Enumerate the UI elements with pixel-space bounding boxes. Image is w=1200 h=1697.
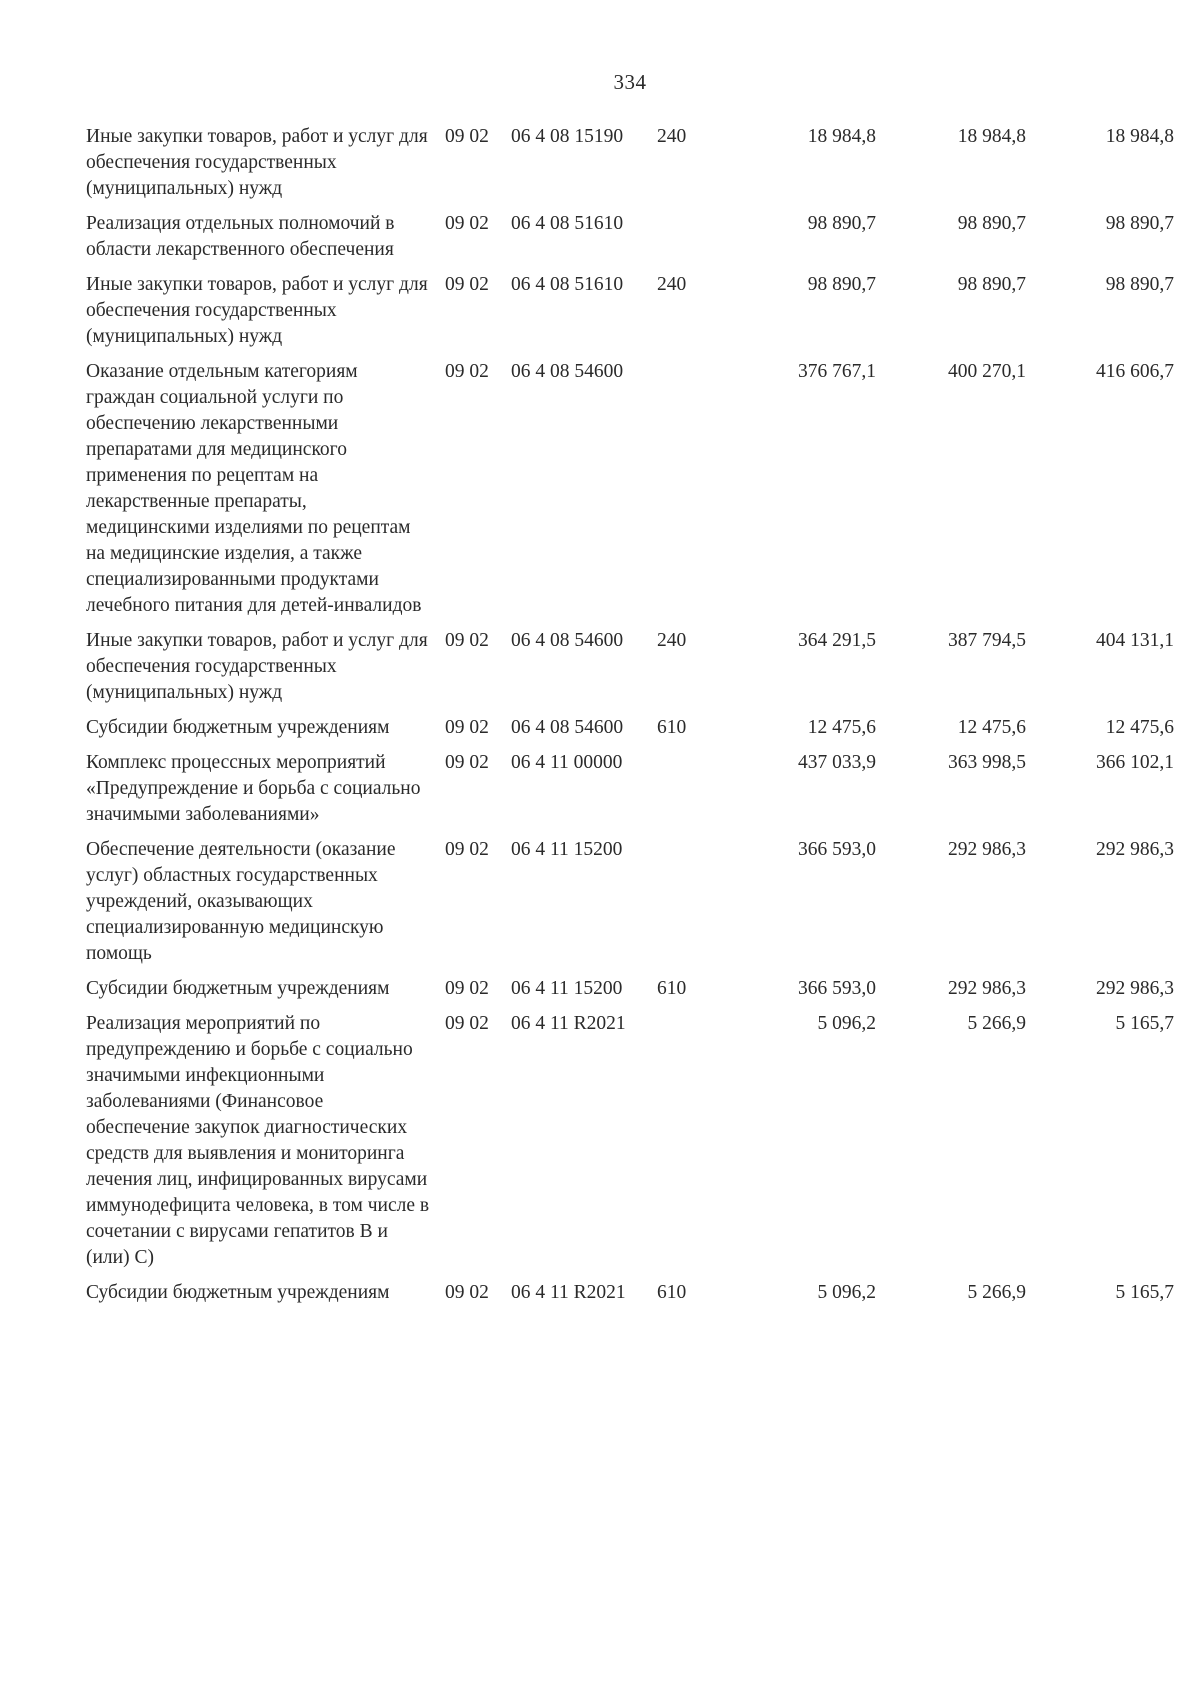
section-code-cell: 09 02 [445, 274, 489, 295]
amount-year1-cell: 98 890,7 [807, 274, 876, 295]
table-row [86, 976, 1176, 1011]
amount-year1-cell: 5 096,2 [817, 1282, 876, 1303]
amount-year1-cell: 5 096,2 [817, 1013, 876, 1034]
target-article-cell: 06 4 11 00000 [511, 752, 623, 773]
target-article-cell: 06 4 11 R2021 [511, 1282, 626, 1303]
amount-year2-cell: 400 270,1 [948, 361, 1026, 382]
target-article-cell: 06 4 08 54600 [511, 361, 624, 382]
amount-year3-cell: 292 986,3 [1096, 839, 1174, 860]
expense-name-cell: Субсидии бюджетным учреждениям [86, 978, 390, 999]
amount-year2-cell: 5 266,9 [967, 1013, 1026, 1034]
amount-year3-cell: 98 890,7 [1105, 274, 1174, 295]
expense-type-cell [657, 1011, 711, 1280]
amount-year2-cell: 292 986,3 [948, 839, 1026, 860]
table-row [86, 1011, 1176, 1280]
budget-table-body [86, 124, 1176, 1315]
table-row [86, 124, 1176, 211]
expense-type-cell: 240 [657, 126, 687, 147]
expense-type-cell [657, 837, 711, 976]
amount-year1-cell: 18 984,8 [807, 126, 876, 147]
section-code-cell: 09 02 [445, 126, 489, 147]
section-code-cell: 09 02 [445, 839, 489, 860]
amount-year2-cell: 5 266,9 [967, 1282, 1026, 1303]
section-code-cell: 09 02 [445, 361, 489, 382]
expense-type-cell [657, 750, 711, 837]
table-row [86, 750, 1176, 837]
amount-year3-cell: 18 984,8 [1105, 126, 1174, 147]
expense-name-cell: Обеспечение деятельности (оказание услуг) областных государственных учреждений, оказывающих специализированную медицинскую помощь [86, 839, 396, 964]
amount-year2-cell: 18 984,8 [957, 126, 1026, 147]
amount-year2-cell: 363 998,5 [948, 752, 1026, 773]
target-article-cell: 06 4 11 15200 [511, 978, 623, 999]
section-code-cell: 09 02 [445, 213, 489, 234]
section-code-cell: 09 02 [445, 630, 489, 651]
amount-year3-cell: 98 890,7 [1105, 213, 1174, 234]
expense-type-cell: 610 [657, 1282, 687, 1303]
amount-year2-cell: 98 890,7 [957, 274, 1026, 295]
target-article-cell: 06 4 08 51610 [511, 274, 624, 295]
amount-year3-cell: 292 986,3 [1096, 978, 1174, 999]
amount-year3-cell: 5 165,7 [1115, 1282, 1174, 1303]
target-article-cell: 06 4 11 R2021 [511, 1013, 626, 1034]
expense-type-cell: 610 [657, 717, 687, 738]
table-row [86, 715, 1176, 750]
section-code-cell: 09 02 [445, 1282, 489, 1303]
expense-name-cell: Комплекс процессных мероприятий «Предупреждение и борьба с социально значимыми заболеваниями» [86, 752, 421, 825]
expense-name-cell: Субсидии бюджетным учреждениям [86, 1282, 390, 1303]
expense-name-cell: Иные закупки товаров, работ и услуг для обеспечения государственных (муниципальных) нужд [86, 126, 428, 199]
expense-name-cell: Иные закупки товаров, работ и услуг для обеспечения государственных (муниципальных) нужд [86, 630, 428, 703]
target-article-cell: 06 4 08 15190 [511, 126, 624, 147]
amount-year1-cell: 98 890,7 [807, 213, 876, 234]
amount-year1-cell: 376 767,1 [798, 361, 876, 382]
amount-year3-cell: 366 102,1 [1096, 752, 1174, 773]
amount-year1-cell: 364 291,5 [798, 630, 876, 651]
amount-year3-cell: 5 165,7 [1115, 1013, 1174, 1034]
amount-year2-cell: 12 475,6 [957, 717, 1026, 738]
target-article-cell: 06 4 08 54600 [511, 717, 624, 738]
table-row [86, 837, 1176, 976]
expense-type-cell: 610 [657, 978, 687, 999]
page-number: 334 [613, 70, 647, 94]
amount-year3-cell: 416 606,7 [1096, 361, 1174, 382]
amount-year1-cell: 12 475,6 [807, 717, 876, 738]
amount-year1-cell: 366 593,0 [798, 839, 876, 860]
target-article-cell: 06 4 11 15200 [511, 839, 623, 860]
expense-name-cell: Реализация мероприятий по предупреждению и борьбе с социально значимыми инфекционными заболеваниями (Финансовое обеспечение закупок диагностических средств для выявления и мониторинга лечения лиц, инфицированных вирусами иммунодефицита человека, в том числе в сочетании с вирусами гепатитов В и (или) С) [86, 1013, 430, 1268]
target-article-cell: 06 4 08 54600 [511, 630, 624, 651]
table-row [86, 1280, 1176, 1315]
budget-table [86, 124, 1176, 1315]
expense-name-cell: Оказание отдельным категориям граждан социальной услуги по обеспечению лекарственными препаратами для медицинского применения по рецептам на лекарственные препараты, медицинскими изделиями по рецептам на медицинские изделия, а также специализированными продуктами лечебного питания для детей-инвалидов [86, 361, 422, 616]
expense-type-cell [657, 211, 711, 272]
expense-name-cell: Субсидии бюджетным учреждениям [86, 717, 390, 738]
amount-year2-cell: 292 986,3 [948, 978, 1026, 999]
expense-name-cell: Реализация отдельных полномочий в области лекарственного обеспечения [86, 213, 395, 260]
table-row [86, 628, 1176, 715]
table-row [86, 359, 1176, 628]
amount-year3-cell: 404 131,1 [1096, 630, 1174, 651]
amount-year3-cell: 12 475,6 [1105, 717, 1174, 738]
amount-year1-cell: 366 593,0 [798, 978, 876, 999]
expense-name-cell: Иные закупки товаров, работ и услуг для обеспечения государственных (муниципальных) нужд [86, 274, 428, 347]
amount-year2-cell: 98 890,7 [957, 213, 1026, 234]
target-article-cell: 06 4 08 51610 [511, 213, 624, 234]
table-row [86, 272, 1176, 359]
section-code-cell: 09 02 [445, 752, 489, 773]
amount-year1-cell: 437 033,9 [798, 752, 876, 773]
expense-type-cell: 240 [657, 274, 687, 295]
expense-type-cell [657, 359, 711, 628]
section-code-cell: 09 02 [445, 717, 489, 738]
expense-type-cell: 240 [657, 630, 687, 651]
amount-year2-cell: 387 794,5 [948, 630, 1026, 651]
section-code-cell: 09 02 [445, 978, 489, 999]
table-row [86, 211, 1176, 272]
section-code-cell: 09 02 [445, 1013, 489, 1034]
